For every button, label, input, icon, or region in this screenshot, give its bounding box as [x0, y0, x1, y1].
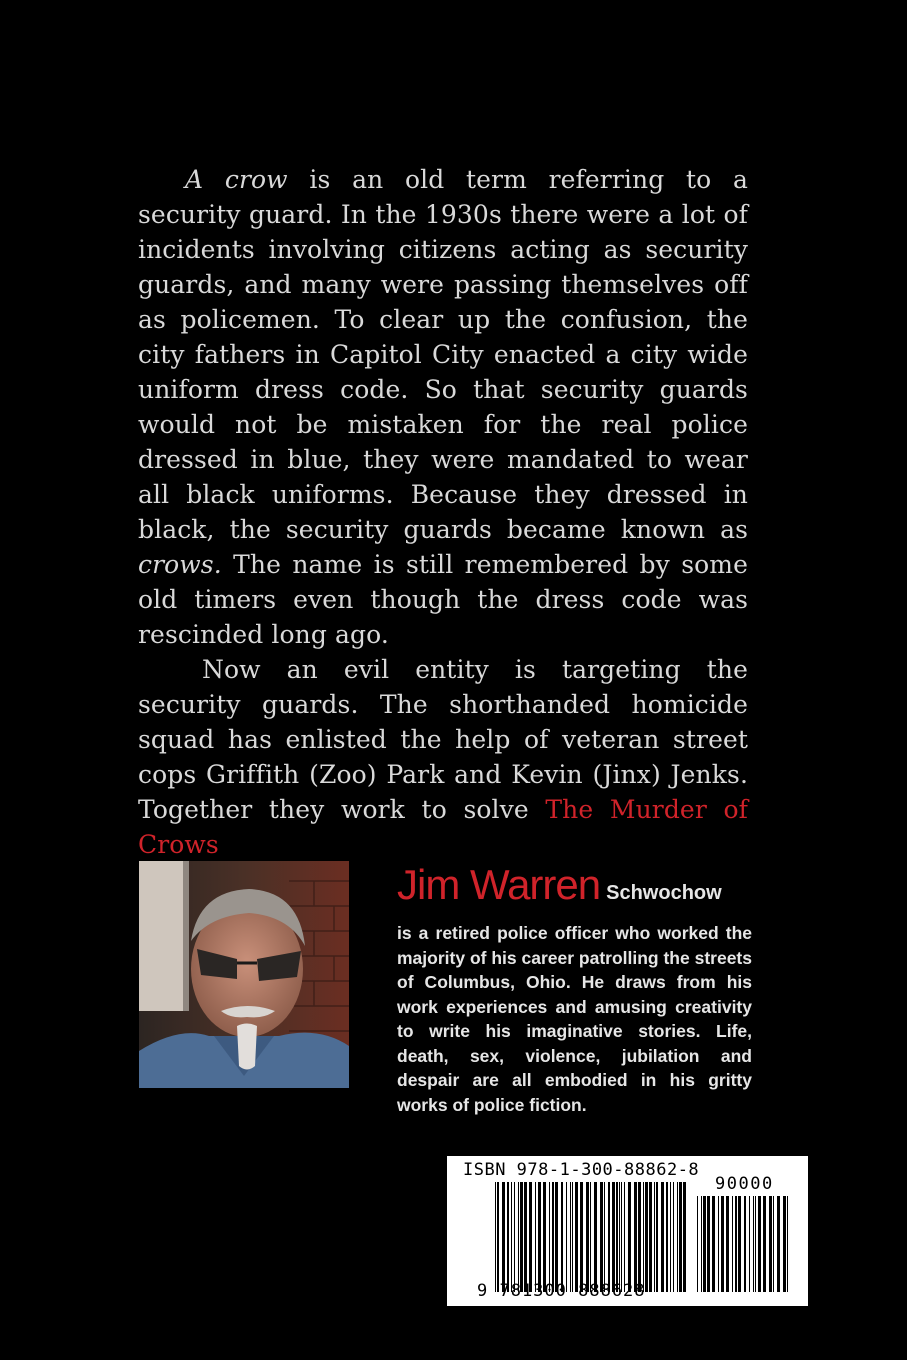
barcode-bar [518, 1182, 519, 1292]
barcode-bar [735, 1196, 737, 1292]
blurb-paragraph-1 [138, 162, 748, 652]
barcode-bar [570, 1182, 571, 1292]
barcode-bar [580, 1182, 583, 1292]
barcode-bar [721, 1196, 724, 1292]
blurb-p1-text-b: The name is still remembered by some old timers even though the dress code was rescinded long ago. [138, 550, 748, 649]
barcode-bar [654, 1182, 655, 1292]
barcode-digits: 9 781300 888628 [477, 1281, 646, 1301]
barcode-bar [616, 1182, 618, 1292]
barcode-bar [753, 1196, 754, 1292]
barcode-bar [586, 1182, 589, 1292]
barcode-bar [621, 1182, 622, 1292]
isbn-barcode [447, 1156, 808, 1306]
barcode-bar [535, 1182, 536, 1292]
barcode-bar [538, 1182, 541, 1292]
barcode-bar [520, 1182, 523, 1292]
barcode-bar [744, 1196, 746, 1292]
barcode-bar [524, 1182, 527, 1292]
barcode-bar [529, 1182, 532, 1292]
barcode-bar [575, 1182, 578, 1292]
barcode-bar [666, 1182, 668, 1292]
barcode-bar [561, 1182, 563, 1292]
author-first-name: Jim Warren [397, 861, 601, 908]
barcode-bar [497, 1182, 499, 1292]
barcode-bar [683, 1182, 686, 1292]
barcode-bar [718, 1196, 719, 1292]
barcode-bar [697, 1196, 698, 1292]
barcode-bar [645, 1182, 648, 1292]
barcode-bar [638, 1182, 641, 1292]
barcode-bar [543, 1182, 546, 1292]
barcode-bar [619, 1182, 620, 1292]
blurb-paragraph-2 [138, 652, 748, 862]
barcode-bar [643, 1182, 644, 1292]
author-bio-block [397, 862, 752, 1117]
barcode-bar [495, 1182, 496, 1292]
barcode-bar [701, 1196, 702, 1292]
barcode-bar [624, 1182, 625, 1292]
barcode-bar [679, 1182, 682, 1292]
barcode-bar [628, 1182, 631, 1292]
barcode-bar [661, 1182, 664, 1292]
barcode-bar [600, 1182, 603, 1292]
barcode-bar [707, 1196, 710, 1292]
barcode-bar [612, 1182, 615, 1292]
barcode-bar [763, 1196, 766, 1292]
barcode-bar [738, 1196, 741, 1292]
barcode-bar [670, 1182, 671, 1292]
author-last-name: Schwochow [606, 882, 722, 904]
blurb-lead-italic: A crow [185, 165, 288, 194]
barcode-bar [649, 1182, 652, 1292]
barcode-bar [777, 1196, 780, 1292]
isbn-label: ISBN 978-1-300-88862-8 [463, 1160, 700, 1180]
book-title-inline: The Murder of Crows [138, 795, 749, 859]
barcode-bar [590, 1182, 591, 1292]
barcode-bar [783, 1196, 786, 1292]
barcode-bar [673, 1182, 674, 1292]
barcode-bar [677, 1182, 678, 1292]
barcode-bar [755, 1196, 756, 1292]
blurb-p1-text-a: is an old term referring to a security guard. In the 1930s there were a lot of incidents involving citizens acting as security guards, and many were passing themselves off as policemen. To clear up the confusion, the city fathers in Capitol City enacted a city wide uniform dress code. So that security guards would not be mistaken for the real police dressed in blue, they were mandated to wear all black uniforms. Because they dressed in black, the security guards became known as [138, 165, 748, 544]
barcode-bar [769, 1196, 772, 1292]
barcode-bar [634, 1182, 637, 1292]
barcode-bar [703, 1196, 706, 1292]
barcode-bar [594, 1182, 597, 1292]
barcode-bar [502, 1182, 505, 1292]
barcode-bar [726, 1196, 729, 1292]
barcode-bar [572, 1182, 573, 1292]
barcode-bar [608, 1182, 610, 1292]
barcode-bar [566, 1182, 567, 1292]
barcode-bar [604, 1182, 605, 1292]
blurb-crows-italic: crows. [138, 550, 222, 579]
barcode-bar [555, 1182, 558, 1292]
barcode-bar [749, 1196, 750, 1292]
barcode-bar [511, 1182, 512, 1292]
barcode-bar [514, 1182, 515, 1292]
author-photo [139, 861, 349, 1088]
barcode-bar [507, 1182, 509, 1292]
price-code: 90000 [715, 1174, 774, 1194]
barcode-bar [552, 1182, 554, 1292]
barcode-bar [787, 1196, 788, 1292]
author-bio-text: is a retired police officer who worked the majority of his career patrolling the streets of Columbus, Ohio. He draws from his work experiences and amusing creativity to write his imaginative stories. Life, death, sex, violence, jubilation and despair are all embodied in his gritty works of police fiction. [397, 923, 752, 1115]
barcode-bar [773, 1196, 774, 1292]
barcode-bar [732, 1196, 733, 1292]
barcode-bar [758, 1196, 761, 1292]
author-portrait-illustration [139, 861, 349, 1088]
author-name-line [397, 862, 752, 918]
barcode-bar [656, 1182, 658, 1292]
blurb-p2-text: Now an evil entity is targeting the security guards. The shorthanded homicide squad has enlisted the help of veteran street cops Griffith (Zoo) Park and Kevin (Jinx) Jenks. Together they work to solve [138, 655, 748, 824]
barcode-bar [549, 1182, 550, 1292]
back-cover-blurb [138, 162, 748, 862]
barcode-bar [712, 1196, 715, 1292]
